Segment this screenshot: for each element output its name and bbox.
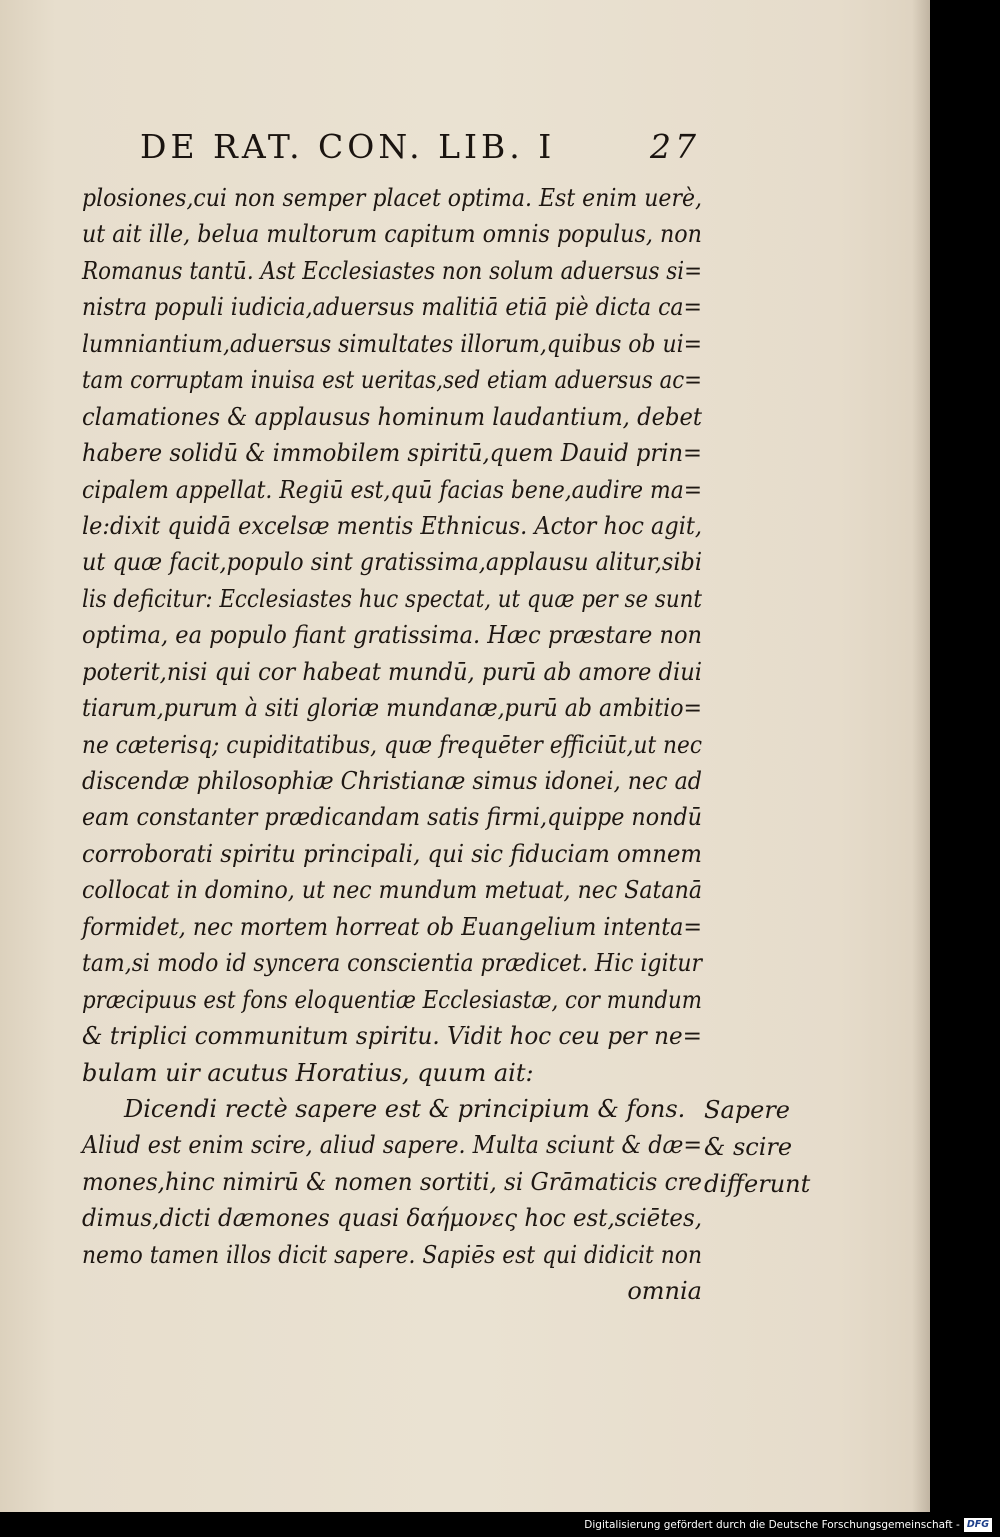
text-line: tam corruptam inuisa est ueritas,sed etiam aduersus ac= xyxy=(82,366,702,395)
page-number: 27 xyxy=(650,127,700,166)
running-head-title: DE RAT. CON. LIB. I xyxy=(140,127,556,166)
text-line: eam constanter prædicandam satis firmi,quippe nondū xyxy=(82,803,702,832)
text-line: nemo tamen illos dicit sapere. Sapiēs est qui didicit non xyxy=(82,1240,702,1269)
text-line: dimus,dicti dæmones quasi δαήμονες hoc est,sciētes, xyxy=(82,1204,702,1233)
text-line: ut quæ facit,populo sint gratissima,applausu alitur,sibi xyxy=(82,548,702,577)
text-line: lumniantium,aduersus simultates illorum,quibus ob ui= xyxy=(82,329,702,358)
credit-text: Digitalisierung gefördert durch die Deutsche Forschungsgemeinschaft - xyxy=(584,1519,960,1531)
dfg-logo: DFG xyxy=(964,1518,992,1532)
text-line: poterit,nisi qui cor habeat mundū, purū ab amore diui xyxy=(82,657,702,686)
text-line: Romanus tantū. Ast Ecclesiastes non solum aduersus si= xyxy=(82,256,702,285)
text-line: clamationes & applausus hominum laudantium, debet xyxy=(82,402,702,431)
text-line: tam,si modo id syncera conscientia prædicet. Hic igitur xyxy=(82,949,702,978)
quotation-line: Dicendi rectè sapere est & principium & fons. xyxy=(124,1094,686,1123)
text-line: bulam uir acutus Horatius, quum ait: xyxy=(82,1058,534,1087)
text-line: le:dixit quidā excelsæ mentis Ethnicus. Actor hoc agit, xyxy=(82,511,702,540)
text-line: Aliud est enim scire, aliud sapere. Multa sciunt & dæ= xyxy=(82,1131,702,1160)
text-line: corroborati spiritu principali, qui sic fiduciam omnem xyxy=(82,839,702,868)
body-text xyxy=(82,180,702,1310)
text-line: plosiones,cui non semper placet optima. Est enim uerè, xyxy=(82,184,702,212)
digitization-credit xyxy=(584,1515,992,1535)
text-line: nistra populi iudicia,aduersus malitiā etiā piè dicta ca= xyxy=(82,293,702,322)
text-line: ut ait ille, belua multorum capitum omnis populus, non xyxy=(82,220,702,249)
catchword: omnia xyxy=(627,1277,702,1306)
marginal-note-line: Sapere xyxy=(704,1096,790,1124)
text-line: præcipuus est fons eloquentiæ Ecclesiastæ, cor mundum xyxy=(82,985,702,1014)
text-line: cipalem appellat. Regiū est,quū facias bene,audire ma= xyxy=(82,475,702,504)
text-line: & triplici communitum spiritu. Vidit hoc ceu per ne= xyxy=(82,1022,702,1051)
text-line: habere solidū & immobilem spiritū,quem Dauid prin= xyxy=(82,439,702,468)
running-head xyxy=(140,127,700,177)
text-line: ne cæterisq; cupiditatibus, quæ frequēter efficiūt,ut nec xyxy=(82,730,702,759)
page-edge-shadow xyxy=(912,0,930,1512)
marginal-note-line: & scire xyxy=(704,1133,793,1161)
text-line: formidet, nec mortem horreat ob Euangelium intenta= xyxy=(82,912,702,941)
text-line: lis deficitur: Ecclesiastes huc spectat, ut quæ per se sunt xyxy=(82,584,702,613)
marginal-note-line: differunt xyxy=(704,1170,811,1198)
text-line: discendæ philosophiæ Christianæ simus idonei, nec ad xyxy=(82,767,702,795)
text-line: mones,hinc nimirū & nomen sortiti, si Grāmaticis cre xyxy=(82,1167,702,1196)
marginal-note xyxy=(704,1092,810,1203)
text-line: collocat in domino, ut nec mundum metuat, nec Satanā xyxy=(82,876,702,905)
text-line: tiarum,purum à siti gloriæ mundanæ,purū ab ambitio= xyxy=(82,694,702,723)
text-line: optima, ea populo fiant gratissima. Hæc præstare non xyxy=(82,621,702,650)
